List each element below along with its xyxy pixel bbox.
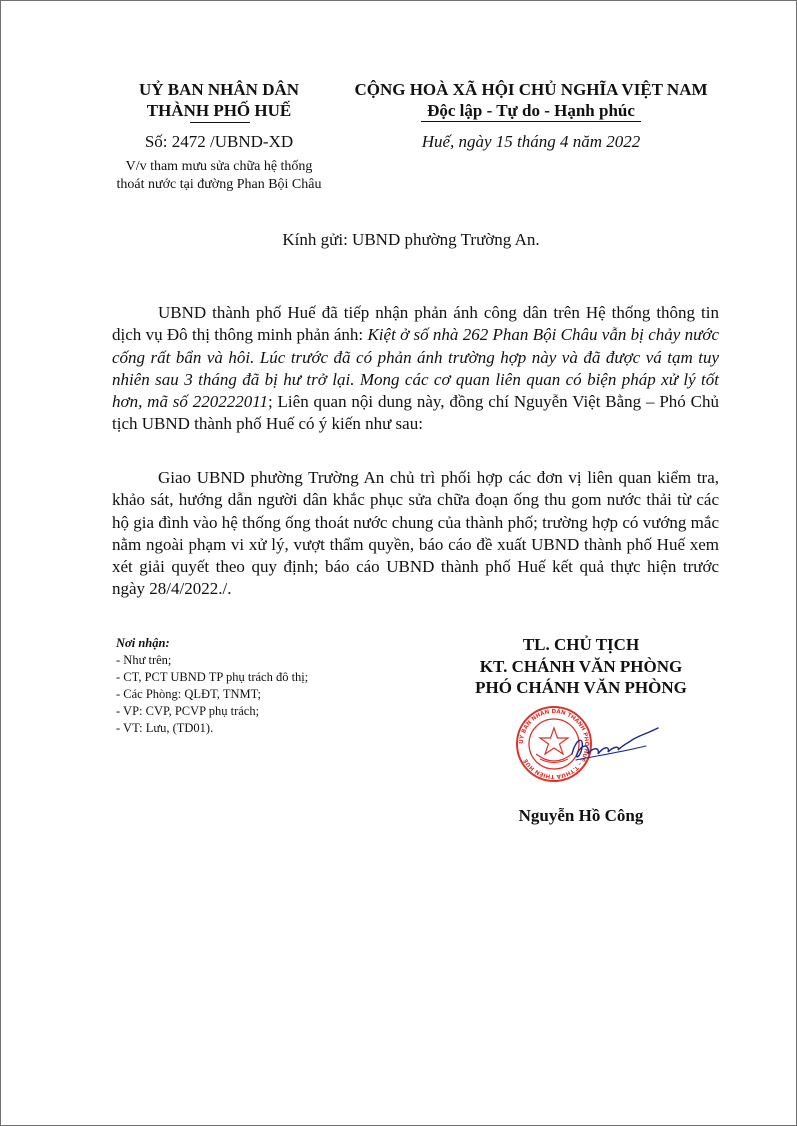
document-subject	[99, 158, 339, 194]
recipients-list	[116, 652, 416, 737]
recipients-block	[116, 635, 416, 737]
recipient-item: - VT: Lưu, (TD01).	[116, 721, 214, 735]
authority-line-2: KT. CHÁNH VĂN PHÒNG	[479, 656, 683, 676]
body-paragraph-2: Giao UBND phường Trường An chủ trì phối hợp các đơn vị liên quan kiểm tra, khảo sát, hướng dẫn người dân khắc phục sửa chữa đoạn ống thu gom nước thải từ các hộ gia đình vào hệ thống ống thoát nước chung của thành phố; trường hợp có vướng mắc nằm ngoài phạm vi xử lý, vượt thẩm quyền, báo cáo đề xuất UBND thành phố Huế xem xét giải quyết theo quy định; báo cáo UBND thành phố Huế kết quả thực hiện trước ngày 28/4/2022./.	[112, 468, 719, 599]
authority-line-3: PHÓ CHÁNH VĂN PHÒNG	[475, 678, 687, 697]
national-header	[341, 79, 721, 121]
motto-underline	[421, 121, 641, 122]
authority-line-1: TL. CHỦ TỊCH	[522, 635, 640, 654]
subject-line-2: thoát nước tại đường Phan Bội Châu	[116, 177, 322, 192]
agency-line-1: UỶ BAN NHÂN DÂN	[138, 80, 300, 99]
place-and-date: Huế, ngày 15 tháng 4 năm 2022	[421, 132, 641, 151]
recipient-item: - CT, PCT UBND TP phụ trách đô thị;	[116, 670, 309, 684]
nation-name: CỘNG HOÀ XÃ HỘI CHỦ NGHĨA VIỆT NAM	[354, 80, 708, 99]
p1-intro: UBND thành phố Huế đã tiếp nhận phản ánh công dân trên Hệ thống thông tin dịch vụ Đô thị thông minh phản ánh:	[112, 303, 719, 345]
p1-rest: ; Liên quan nội dung này, đồng chí Nguyễn Việt Bằng – Phó Chủ tịch UBND thành phố Huế có ý kiến như sau:	[112, 392, 719, 434]
national-motto: Độc lập - Tự do - Hạnh phúc	[427, 101, 635, 120]
addressee: Kính gửi: UBND phường Trường An.	[282, 230, 540, 249]
agency-line-2: THÀNH PHỐ HUẾ	[146, 101, 292, 120]
subject-line-1: V/v tham mưu sửa chữa hệ thống	[125, 159, 313, 174]
recipient-item: - Như trên;	[116, 653, 172, 667]
document-number: Số: 2472 /UBND-XD	[144, 132, 294, 151]
body-paragraph-1	[112, 302, 719, 436]
issuing-agency	[99, 79, 339, 121]
agency-underline	[190, 122, 250, 123]
p1-citizen-report: Kiệt ở số nhà 262 Phan Bội Châu vẫn bị chảy nước cống rất bẩn và hôi. Lúc trước đã có phản ánh trường hợp này và đã được vá tạm tuy nhiên sau 3 tháng đã bị hư trở lại. Mong các cơ quan liên quan có biện pháp xử lý tốt hơn, mã số 220222011	[112, 325, 719, 412]
recipient-item: - Các Phòng: QLĐT, TNMT;	[116, 687, 262, 701]
signer-name: Nguyễn Hồ Công	[518, 806, 644, 825]
signature-authority	[431, 634, 731, 699]
recipient-item: - VP: CVP, PCVP phụ trách;	[116, 704, 260, 718]
recipients-title: Nơi nhận:	[116, 636, 170, 650]
handwritten-signature	[566, 716, 666, 776]
seal-text: ỦY BAN NHÂN DÂN THÀNH PHỐ HUẾ - T.THỪA THIÊN HUẾ	[518, 708, 590, 780]
